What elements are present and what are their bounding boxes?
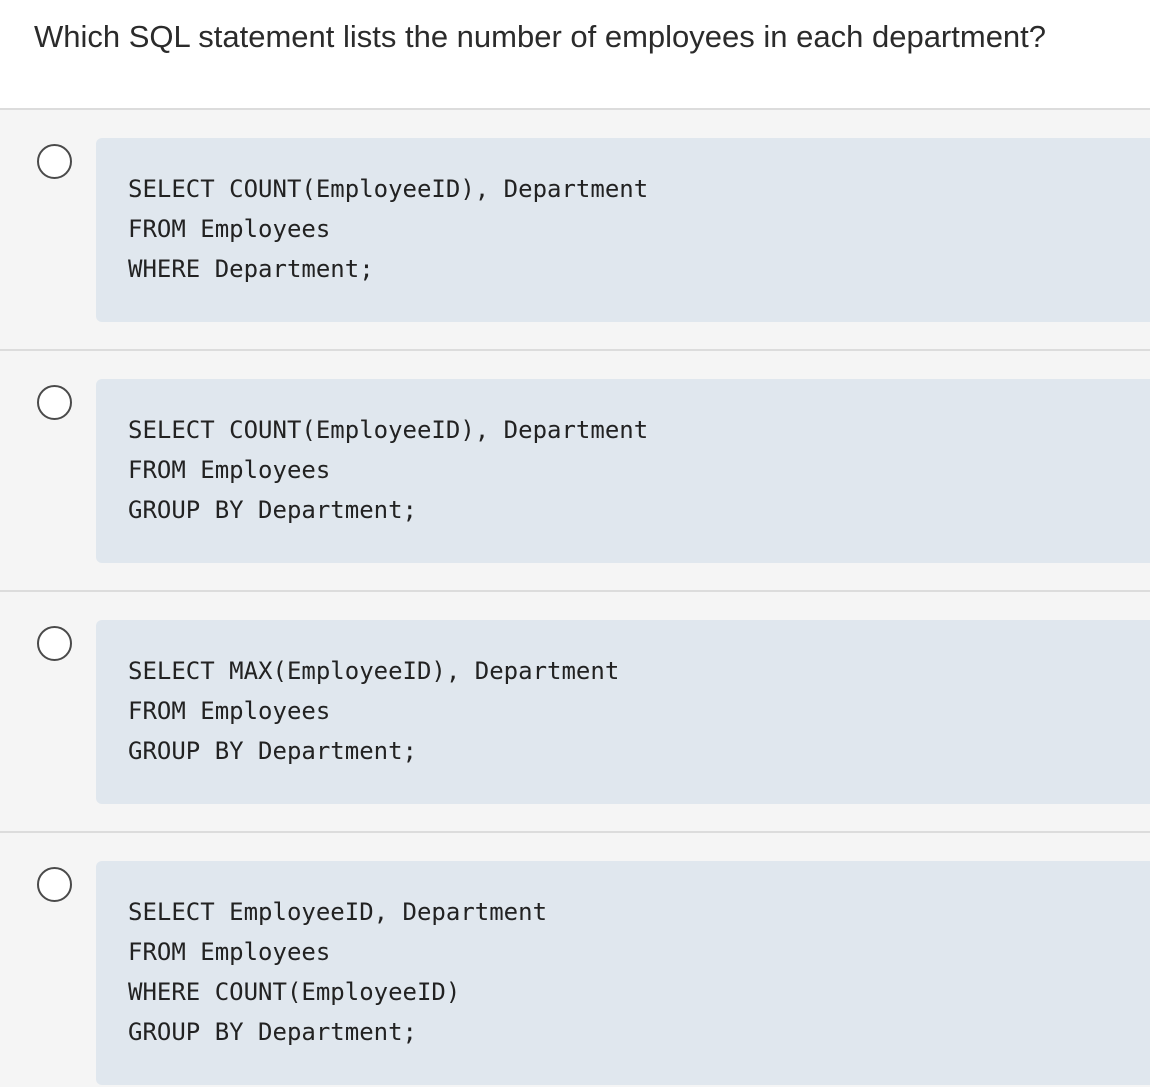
code-line: SELECT COUNT(EmployeeID), Department	[128, 416, 649, 444]
code-block-4	[96, 861, 1150, 1085]
code-block-1	[96, 138, 1150, 322]
code-line: WHERE COUNT(EmployeeID)	[128, 978, 461, 1006]
code-line: FROM Employees	[128, 938, 331, 966]
code-block-3	[96, 620, 1150, 804]
code-line: GROUP BY Department;	[128, 496, 417, 524]
answer-option-1[interactable]	[0, 108, 1150, 349]
answer-options	[0, 108, 1150, 1087]
code-line: FROM Employees	[128, 697, 331, 725]
radio-button-4[interactable]	[37, 867, 72, 902]
code-line: GROUP BY Department;	[128, 1018, 417, 1046]
code-block-2	[96, 379, 1150, 563]
code-line: WHERE Department;	[128, 255, 374, 283]
code-line: FROM Employees	[128, 456, 331, 484]
radio-button-1[interactable]	[37, 144, 72, 179]
question-text: Which SQL statement lists the number of employees in each department?	[34, 19, 1047, 54]
radio-button-2[interactable]	[37, 385, 72, 420]
code-line: SELECT COUNT(EmployeeID), Department	[128, 175, 649, 203]
answer-option-2[interactable]	[0, 349, 1150, 590]
code-line: GROUP BY Department;	[128, 737, 417, 765]
radio-button-3[interactable]	[37, 626, 72, 661]
code-line: SELECT EmployeeID, Department	[128, 898, 548, 926]
code-line: SELECT MAX(EmployeeID), Department	[128, 657, 620, 685]
answer-option-4[interactable]	[0, 831, 1150, 1087]
code-line: FROM Employees	[128, 215, 331, 243]
answer-option-3[interactable]	[0, 590, 1150, 831]
